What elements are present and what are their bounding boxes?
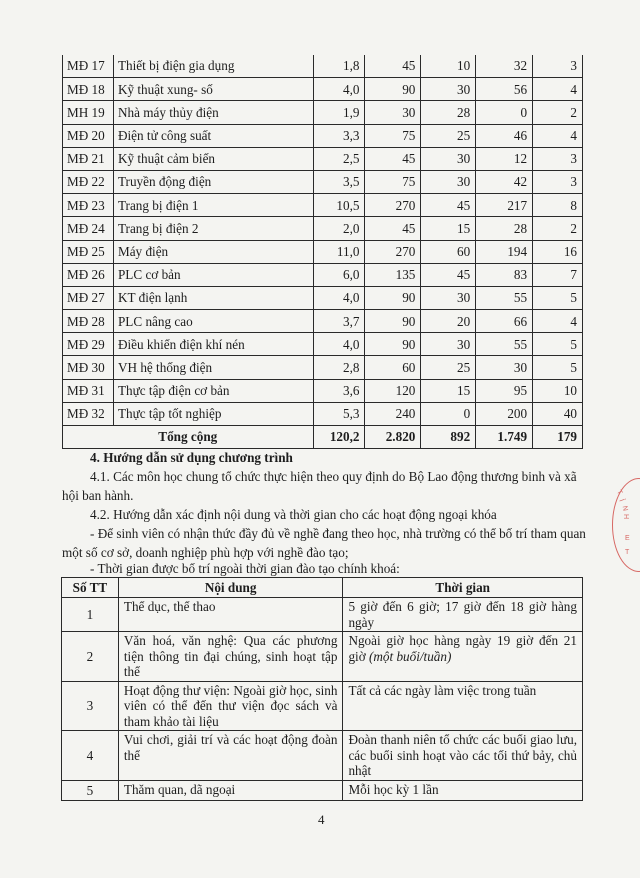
table-row [63,402,583,425]
activity-time-text: Ngoài giờ học hàng ngày 19 giờ đến 21 giờ [348,633,577,664]
activity-header-row [62,578,583,598]
practice-hours-cell: 95 [476,379,533,402]
practice-hours-cell: 30 [476,356,533,379]
total-row [63,426,583,449]
theory-hours-cell: 30 [421,78,476,101]
module-name: Thực tập tốt nghiệp [113,402,313,425]
table-row [63,333,583,356]
credits-cell: 2,5 [313,147,365,170]
activity-time-note: (một buổi/tuần) [368,648,452,664]
activity-row [62,632,583,682]
module-name: PLC cơ bản [113,263,313,286]
total-credits: 120,2 [313,426,365,449]
activity-content: Hoạt động thư viện: Ngoài giờ học, sinh viên có thể đến thư viện đọc sách và tham khảo tài liệu [118,681,343,731]
credits-cell: 3,7 [313,310,365,333]
table-row [63,55,583,78]
activity-time [343,731,583,781]
total-hours-cell: 120 [365,379,421,402]
module-code: MĐ 17 [63,55,114,78]
header-no: Số TT [62,578,119,598]
table-row [63,240,583,263]
total-hours-cell: 90 [365,78,421,101]
activity-time [343,681,583,731]
module-code: MĐ 24 [63,217,114,240]
table-row [63,310,583,333]
activity-number: 5 [62,781,119,801]
total-exam: 179 [533,426,583,449]
module-code: MĐ 18 [63,78,114,101]
theory-hours-cell: 60 [421,240,476,263]
credits-cell: 2,8 [313,356,365,379]
credits-cell: 4,0 [313,286,365,309]
module-name: Máy điện [113,240,313,263]
module-code: MH 19 [63,101,114,124]
exam-hours-cell: 5 [533,333,583,356]
activity-time [343,598,583,632]
credits-cell: 4,0 [313,78,365,101]
activity-time-text: Mỗi học kỳ 1 lần [348,782,439,797]
theory-hours-cell: 25 [421,356,476,379]
module-code: MĐ 32 [63,402,114,425]
practice-hours-cell: 200 [476,402,533,425]
module-name: Nhà máy thủy điện [113,101,313,124]
credits-cell: 3,5 [313,170,365,193]
module-code: MĐ 31 [63,379,114,402]
table-row [63,124,583,147]
practice-hours-cell: 55 [476,333,533,356]
module-code: MĐ 27 [63,286,114,309]
table-row [63,147,583,170]
activity-number: 2 [62,632,119,682]
curriculum-table [62,55,583,449]
module-code: MĐ 29 [63,333,114,356]
credits-cell: 11,0 [313,240,365,263]
exam-hours-cell: 2 [533,101,583,124]
activity-table [61,577,583,801]
credits-cell: 6,0 [313,263,365,286]
page-number: 4 [318,812,325,827]
practice-hours-cell: 0 [476,101,533,124]
exam-hours-cell: 10 [533,379,583,402]
practice-hours-cell: 55 [476,286,533,309]
total-hours-cell: 90 [365,333,421,356]
module-name: PLC nâng cao [113,310,313,333]
theory-hours-cell: 10 [421,55,476,78]
theory-hours-cell: 30 [421,170,476,193]
theory-hours-cell: 25 [421,124,476,147]
exam-hours-cell: 4 [533,310,583,333]
practice-hours-cell: 42 [476,170,533,193]
activity-row [62,598,583,632]
theory-hours-cell: 30 [421,333,476,356]
activity-time [343,632,583,682]
activity-number: 1 [62,598,119,632]
total-hours-cell: 270 [365,240,421,263]
practice-hours-cell: 217 [476,194,533,217]
exam-hours-cell: 7 [533,263,583,286]
practice-hours-cell: 66 [476,310,533,333]
module-name: Trang bị điện 1 [113,194,313,217]
exam-hours-cell: 3 [533,170,583,193]
exam-hours-cell: 4 [533,78,583,101]
paragraph-4-1: 4.1. Các môn học chung tổ chức thực hiện theo quy định do Bộ Lao động thương binh và xã hội ban hành. [62,469,577,503]
table-row [63,379,583,402]
practice-hours-cell: 83 [476,263,533,286]
table-row [63,101,583,124]
credits-cell: 1,8 [313,55,365,78]
theory-hours-cell: 30 [421,286,476,309]
module-code: MĐ 28 [63,310,114,333]
total-hours-cell: 75 [365,170,421,193]
theory-hours-cell: 0 [421,402,476,425]
total-hours-cell: 135 [365,263,421,286]
activity-row [62,681,583,731]
table-row [63,194,583,217]
module-code: MĐ 22 [63,170,114,193]
total-hours-cell: 30 [365,101,421,124]
module-name: Điện tử công suất [113,124,313,147]
theory-hours-cell: 15 [421,217,476,240]
theory-hours-cell: 28 [421,101,476,124]
table-row [63,263,583,286]
module-code: MĐ 30 [63,356,114,379]
total-hours: 2.820 [365,426,421,449]
credits-cell: 1,9 [313,101,365,124]
theory-hours-cell: 45 [421,263,476,286]
module-name: VH hệ thống điện [113,356,313,379]
activity-time-text: Tất cả các ngày làm việc trong tuần [348,682,537,698]
module-name: KT điện lạnh [113,286,313,309]
paragraph-bullet-2: - Thời gian được bố trí ngoài thời gian đào tạo chính khoá: [90,561,400,576]
total-hours-cell: 75 [365,124,421,147]
module-code: MĐ 23 [63,194,114,217]
total-hours-cell: 45 [365,147,421,170]
activity-row [62,781,583,801]
activity-content: Vui chơi, giải trí và các hoạt động đoàn thể [118,731,343,781]
practice-hours-cell: 32 [476,55,533,78]
header-time: Thời gian [343,578,583,598]
total-hours-cell: 240 [365,402,421,425]
activity-time-text: 5 giờ đến 6 giờ; 17 giờ đến 18 giờ hàng ngày [348,599,577,630]
theory-hours-cell: 30 [421,147,476,170]
module-name: Thiết bị điện gia dụng [113,55,313,78]
total-hours-cell: 90 [365,286,421,309]
table-row [63,286,583,309]
credits-cell: 3,6 [313,379,365,402]
total-label: Tổng cộng [63,426,314,449]
table-row [63,170,583,193]
table-row [63,78,583,101]
credits-cell: 3,3 [313,124,365,147]
practice-hours-cell: 12 [476,147,533,170]
total-hours-cell: 45 [365,55,421,78]
practice-hours-cell: 194 [476,240,533,263]
activity-time-text: Đoàn thanh niên tổ chức các buổi giao lưu, các buổi sinh hoạt vào các tối thứ bảy, chủ nhật [348,732,577,778]
theory-hours-cell: 45 [421,194,476,217]
header-content: Nội dung [118,578,343,598]
activity-content: Thể dục, thể thao [118,598,343,632]
table-row [63,217,583,240]
exam-hours-cell: 2 [533,217,583,240]
activity-content: Văn hoá, văn nghệ: Qua các phương tiện thông tin đại chúng, sinh hoạt tập thể [118,632,343,682]
paragraph-4-2: 4.2. Hướng dẫn xác định nội dung và thời gian cho các hoạt động ngoại khóa [90,507,497,522]
exam-hours-cell: 4 [533,124,583,147]
table-row [63,356,583,379]
module-name: Thực tập điện cơ bản [113,379,313,402]
module-code: MĐ 25 [63,240,114,263]
module-name: Kỹ thuật xung- số [113,78,313,101]
exam-hours-cell: 16 [533,240,583,263]
credits-cell: 2,0 [313,217,365,240]
module-code: MĐ 26 [63,263,114,286]
exam-hours-cell: 3 [533,147,583,170]
module-code: MĐ 21 [63,147,114,170]
module-name: Kỹ thuật cảm biến [113,147,313,170]
practice-hours-cell: 46 [476,124,533,147]
module-name: Điều khiển điện khí nén [113,333,313,356]
activity-number: 4 [62,731,119,781]
total-theory: 892 [421,426,476,449]
total-hours-cell: 90 [365,310,421,333]
module-code: MĐ 20 [63,124,114,147]
module-name: Truyền động điện [113,170,313,193]
credits-cell: 10,5 [313,194,365,217]
section-heading: 4. Hướng dẫn sử dụng chương trình [90,450,293,465]
paragraph-bullet-1: - Để sinh viên có nhận thức đầy đủ về nghề đang theo học, nhà trường có thể bố trí tham quan một số cơ sở, doanh nghiệp phù hợp với nghề đào tạo; [62,526,586,560]
exam-hours-cell: 3 [533,55,583,78]
practice-hours-cell: 56 [476,78,533,101]
module-name: Trang bị điện 2 [113,217,313,240]
practice-hours-cell: 28 [476,217,533,240]
credits-cell: 4,0 [313,333,365,356]
total-hours-cell: 270 [365,194,421,217]
exam-hours-cell: 8 [533,194,583,217]
activity-content: Thăm quan, dã ngoại [118,781,343,801]
theory-hours-cell: 20 [421,310,476,333]
activity-number: 3 [62,681,119,731]
exam-hours-cell: 5 [533,286,583,309]
red-seal-stamp: T Ỉ N H E T [612,478,640,572]
exam-hours-cell: 40 [533,402,583,425]
credits-cell: 5,3 [313,402,365,425]
activity-time [343,781,583,801]
total-hours-cell: 45 [365,217,421,240]
activity-row [62,731,583,781]
total-practice: 1.749 [476,426,533,449]
theory-hours-cell: 15 [421,379,476,402]
total-hours-cell: 60 [365,356,421,379]
exam-hours-cell: 5 [533,356,583,379]
